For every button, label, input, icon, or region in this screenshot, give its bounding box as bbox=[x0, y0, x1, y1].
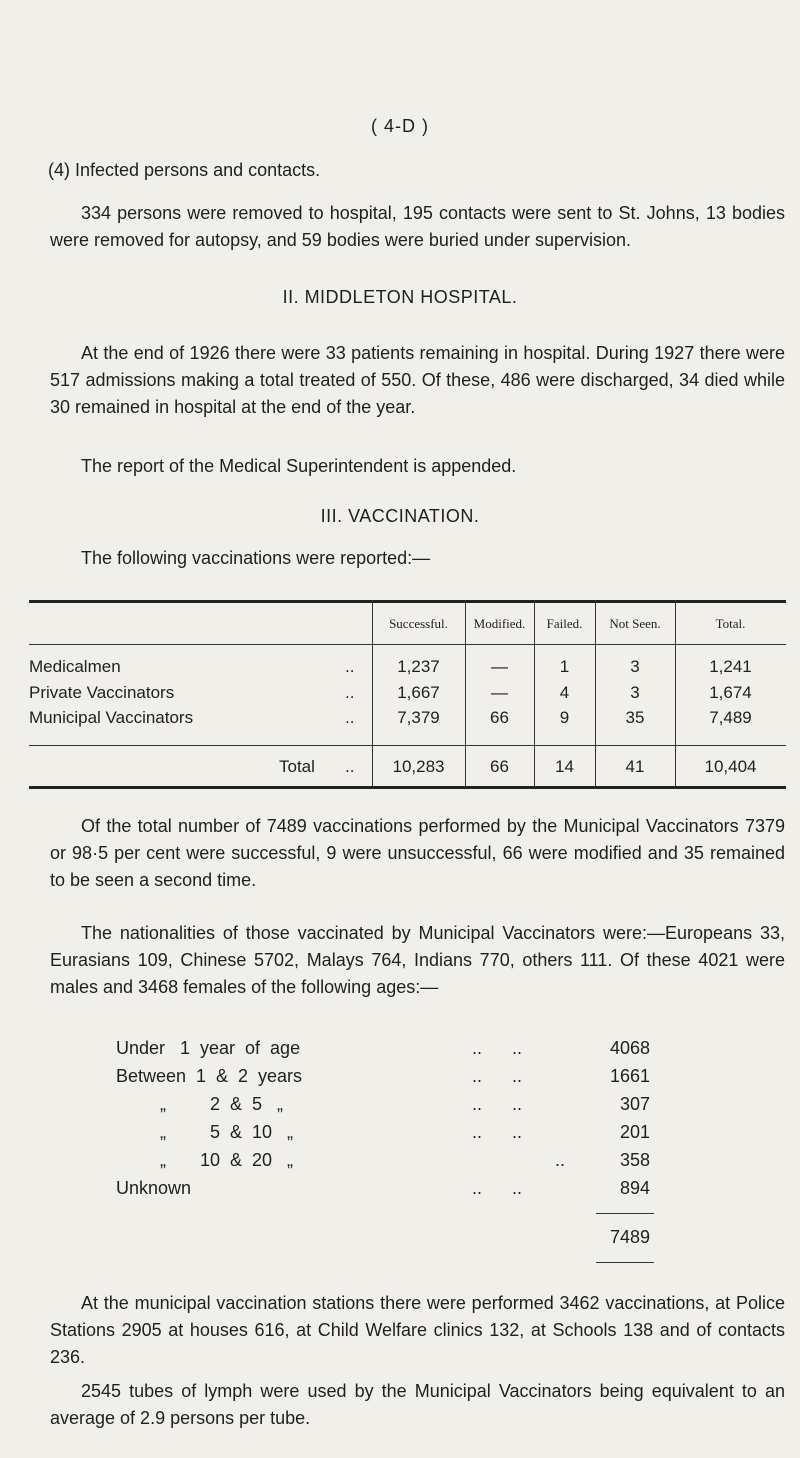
header-successful: Successful. bbox=[389, 616, 448, 631]
age-prefix: „ bbox=[160, 1150, 166, 1170]
leader-dots: .. .. bbox=[472, 1094, 523, 1114]
leader-dots: .. bbox=[345, 708, 355, 727]
age-range: 10 & 20 „ bbox=[200, 1150, 294, 1170]
age-prefix: Between bbox=[116, 1066, 187, 1086]
total-cell: 14 bbox=[555, 757, 574, 776]
ages-sum-rule bbox=[596, 1213, 654, 1214]
table-cell: — bbox=[491, 683, 508, 702]
table-cell: 1 bbox=[559, 657, 570, 676]
age-prefix: „ bbox=[160, 1094, 166, 1114]
table-cell: 1,674 bbox=[709, 683, 752, 702]
middleton-hospital-title: II. MIDDLETON HOSPITAL. bbox=[282, 287, 518, 307]
table-cell: 1,667 bbox=[397, 683, 440, 702]
table-cell: 4 bbox=[559, 683, 570, 702]
leader-dots: .. .. bbox=[472, 1038, 523, 1058]
leader-dots: .. bbox=[345, 657, 355, 676]
table-cell: 3 bbox=[630, 657, 640, 676]
vaccination-intro: The following vaccinations were reported:— bbox=[81, 548, 431, 568]
total-label: Total bbox=[279, 757, 315, 776]
header-not-seen: Not Seen. bbox=[609, 616, 661, 631]
ages-total: 7489 bbox=[609, 1227, 650, 1247]
leader-dots: .. bbox=[555, 1150, 566, 1170]
leader-dots: .. .. bbox=[472, 1122, 523, 1142]
age-prefix: Unknown bbox=[116, 1178, 192, 1198]
table-cell: — bbox=[491, 657, 508, 676]
total-cell: 10,283 bbox=[392, 757, 445, 776]
table-cell: 9 bbox=[559, 708, 570, 727]
leader-dots: .. .. bbox=[472, 1066, 523, 1086]
table-cell: 7,489 bbox=[709, 708, 752, 727]
age-count: 4068 bbox=[609, 1038, 650, 1058]
age-count: 201 bbox=[619, 1122, 650, 1142]
leader-dots: .. bbox=[345, 683, 355, 702]
hospital-paragraph: At the end of 1926 there were 33 patients remaining in hospital. During 1927 there were 517 admissions making a total treated of 550. Of these, 486 were discharged, 34 died while 30 remained in hospital at the end of the year. bbox=[50, 343, 785, 417]
lymph-paragraph: 2545 tubes of lymph were used by the Municipal Vaccinators being equivalent to an average of 2.9 persons per tube. bbox=[50, 1381, 785, 1428]
age-count: 307 bbox=[619, 1094, 650, 1114]
ages-total-rule bbox=[596, 1262, 654, 1263]
table-cell: 3 bbox=[630, 683, 640, 702]
age-prefix: „ bbox=[160, 1122, 166, 1142]
age-range: 5 & 10 „ bbox=[210, 1122, 294, 1142]
stations-paragraph: At the municipal vaccination stations there were performed 3462 vaccinations, at Police Stations 2905 at houses 616, at Child Welfare clinics 132, at Schools 138 and of contacts 236. bbox=[50, 1293, 785, 1367]
header-total: Total. bbox=[715, 616, 746, 631]
age-count: 894 bbox=[619, 1178, 650, 1198]
page-number: ( 4-D ) bbox=[371, 116, 429, 136]
row-label: Private Vaccinators bbox=[29, 683, 175, 702]
age-count: 358 bbox=[619, 1150, 650, 1170]
age-count: 1661 bbox=[609, 1066, 650, 1086]
age-range: 2 & 5 „ bbox=[210, 1094, 284, 1114]
table-cell: 7,379 bbox=[397, 708, 440, 727]
infected-paragraph: 334 persons were removed to hospital, 195 contacts were sent to St. Johns, 13 bodies were removed for autopsy, and 59 bodies were buried under supervision. bbox=[50, 203, 785, 250]
row-label: Medicalmen bbox=[29, 657, 121, 676]
nationalities-paragraph: The nationalities of those vaccinated by Municipal Vaccinators were:—Europeans 33, Eurasians 109, Chinese 5702, Malays 764, Indians 770, others 111. Of these 4021 were males and 3468 females of the following ages:— bbox=[50, 923, 785, 997]
table-cell: 66 bbox=[490, 708, 509, 727]
table-cell: 1,241 bbox=[709, 657, 752, 676]
header-modified: Modified. bbox=[473, 616, 526, 631]
age-range: 1 year of age bbox=[180, 1038, 301, 1058]
section-heading-infected: (4) Infected persons and contacts. bbox=[48, 160, 321, 180]
total-cell: 41 bbox=[625, 757, 645, 776]
row-label: Municipal Vaccinators bbox=[29, 708, 194, 727]
age-range: 1 & 2 years bbox=[196, 1066, 303, 1086]
vaccination-title: III. VACCINATION. bbox=[320, 506, 480, 526]
stations-block bbox=[50, 1290, 785, 1371]
total-cell: 10,404 bbox=[704, 757, 757, 776]
vaccination-summary-paragraph: Of the total number of 7489 vaccinations performed by the Municipal Vaccinators 7379 or 98·5 per cent were successful, 9 were unsuccessful, 66 were modified and 35 remained to be seen a second time. bbox=[50, 816, 785, 890]
lymph-block bbox=[50, 1378, 785, 1432]
total-cell: 66 bbox=[490, 757, 509, 776]
age-prefix: Under bbox=[116, 1038, 166, 1058]
table-cell: 35 bbox=[625, 708, 645, 727]
leader-dots: .. .. bbox=[472, 1178, 523, 1198]
header-failed: Failed. bbox=[546, 616, 583, 631]
leader-dots: .. bbox=[345, 757, 355, 776]
report-paragraph: The report of the Medical Superintendent is appended. bbox=[81, 456, 517, 476]
table-cell: 1,237 bbox=[397, 657, 440, 676]
